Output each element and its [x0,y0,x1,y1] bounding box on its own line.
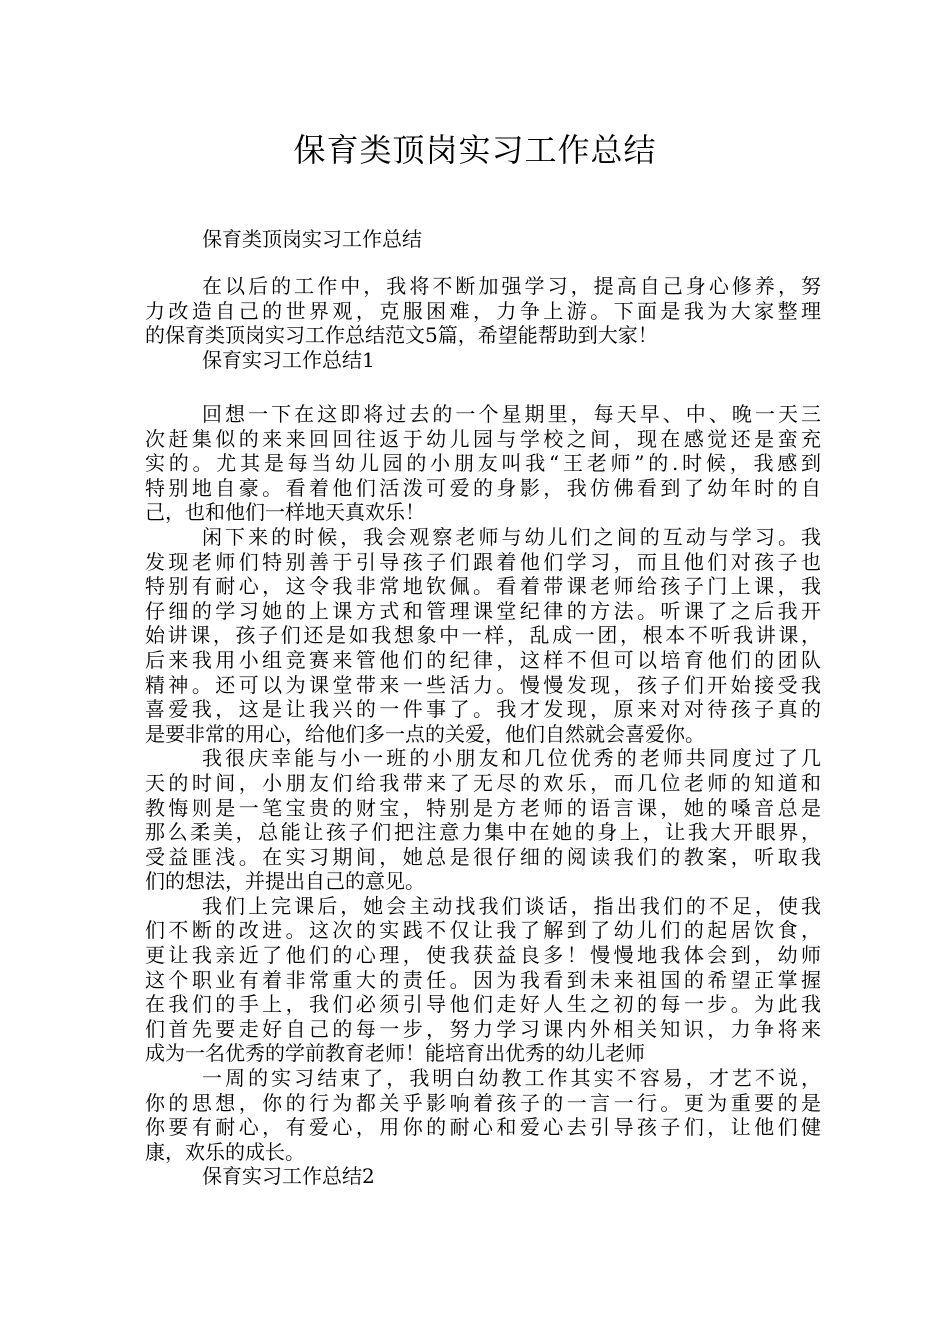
text-line: 我们上完课后，她会主动找我们谈话，指出我们的不足，使我 [202,893,821,918]
paragraph-4 [145,894,821,1066]
text-line: 你要有耐心，有爱心，用你的耐心和爱心去引导孩子们，让他们健 [145,1115,821,1140]
section-1-body [145,402,821,1189]
text-line: 己，也和他们一样地天真欢乐！ [145,500,425,525]
text-line: 喜爱我，这是让我兴的一件事了。我才发现，原来对对待孩子真的 [145,697,821,722]
text-line: 康，欢乐的成长。 [145,1139,305,1164]
text-line: 力改造自己的世界观，克服困难，力争上游。下面是我为大家整理 [145,298,821,323]
text-line: 次赶集似的来来回回往返于幼儿园与学校之间，现在感觉还是蛮充 [145,426,821,451]
text-line: 是要非常的用心，给他们多一点的关爱，他们自然就会喜爱你。 [145,721,705,746]
text-line: 们首先要走好自己的每一步，努力学习课内外相关知识，力争将来 [145,1016,821,1041]
text-line: 特别有耐心，这令我非常地钦佩。看着带课老师给孩子门上课，我 [145,574,821,599]
section-heading-1: 保育实习工作总结1 [202,347,375,372]
text-line: 闲下来的时候，我会观察老师与幼儿们之间的互动与学习。我 [202,524,821,549]
text-line: 仔细的学习她的上课方式和管理课堂纪律的方法。听课了之后我开 [145,598,821,623]
text-line: 的保育类顶岗实习工作总结范文5篇，希望能帮助到大家！ [145,323,658,348]
text-line: 特别地自豪。看着他们活泼可爱的身影，我仿佛看到了幼年时的自 [145,475,821,500]
text-line: 受益匪浅。在实习期间，她总是很仔细的阅读我们的教案，听取我 [145,844,821,869]
paragraph-2 [145,525,821,746]
text-line: 在我们的手上，我们必须引导他们走好人生之初的每一步。为此我 [145,992,821,1017]
text-line: 你的思想，你的行为都关乎影响着孩子的一言一行。更为重要的是 [145,1090,821,1115]
document-subtitle: 保育类顶岗实习工作总结 [202,227,422,251]
text-line: 发现老师们特别善于引导孩子们跟着他们学习，而且他们对孩子也 [145,549,821,574]
section-heading-2: 保育实习工作总结2 [202,1164,375,1189]
document-title: 保育类顶岗实习工作总结 [293,131,657,169]
intro-paragraph [145,274,821,372]
text-line: 那么柔美，总能让孩子们把注意力集中在她的身上，让我大开眼界， [145,820,821,845]
text-line: 始讲课，孩子们还是如我想象中一样，乱成一团，根本不听我讲课， [145,623,821,648]
text-line: 这个职业有着非常重大的责任。因为我看到未来祖国的希望正掌握 [145,967,821,992]
paragraph-5 [145,1066,821,1164]
paragraph-3 [145,746,821,894]
paragraph-1 [145,402,821,525]
text-line: 成为一名优秀的学前教育老师！能培育出优秀的幼儿老师 [145,1041,645,1066]
text-line: 更让我亲近了他们的心理，使我获益良多！慢慢地我体会到，幼师 [145,943,821,968]
text-line: 回想一下在这即将过去的一个星期里，每天早、中、晚一天三 [202,402,821,426]
text-line: 在以后的工作中，我将不断加强学习，提高自己身心修养，努 [202,274,821,298]
text-line: 我很庆幸能与小一班的小朋友和几位优秀的老师共同度过了几 [202,746,821,771]
text-line: 精神。还可以为课堂带来一些活力。慢慢发现，孩子们开始接受我 [145,672,821,697]
text-line: 们不断的改进。这次的实践不仅让我了解到了幼儿们的起居饮食， [145,918,821,943]
text-line: 们的想法，并提出自己的意见。 [145,869,425,894]
text-line: 一周的实习结束了，我明白幼教工作其实不容易，才艺不说， [202,1066,821,1091]
text-line: 实的。尤其是每当幼儿园的小朋友叫我“王老师”的.时候，我感到 [145,451,821,476]
text-line: 教悔则是一笔宝贵的财宝，特别是方老师的语言课，她的嗓音总是 [145,795,821,820]
text-line: 后来我用小组竞赛来管他们的纪律，这样不但可以培育他们的团队 [145,647,821,672]
text-line: 天的时间，小朋友们给我带来了无尽的欢乐，而几位老师的知道和 [145,770,821,795]
